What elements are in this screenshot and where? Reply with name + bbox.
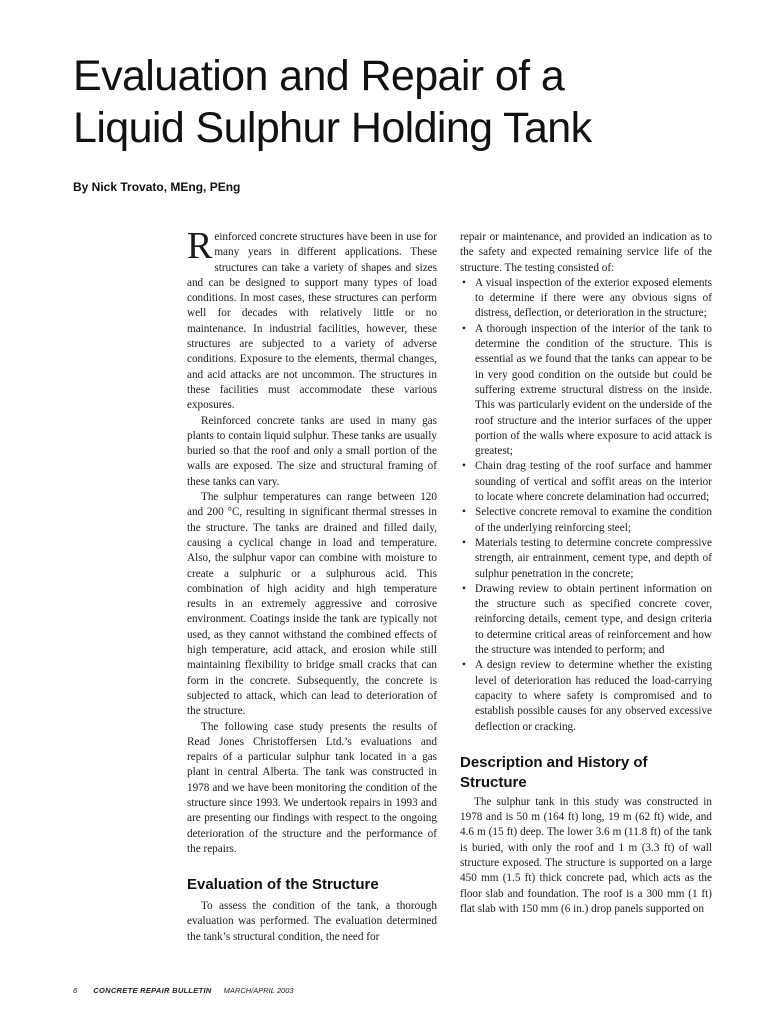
title-line-2: Liquid Sulphur Holding Tank xyxy=(73,104,592,152)
body-paragraph: The following case study presents the results of Read Jones Christoffersen Ltd.’s evaluations and repairs of a particular sulphur tank located in a gas plant in central Alberta. The tank was constructed in 1978 and we have been monitoring the condition of the structure since 1993. We undertook repairs in 1993 and are presenting our findings with respect to the ongoing deterioration of the structure and the performance of the repairs. xyxy=(187,720,437,855)
list-item: • Chain drag testing of the roof surface and hammer sounding of vertical and soffit areas on the interior to locate where concrete delamination had occurred; xyxy=(460,459,712,505)
testing-list xyxy=(460,276,712,735)
page-footer xyxy=(73,986,294,995)
article-title xyxy=(73,50,733,154)
issue-date: MARCH/APRIL 2003 xyxy=(223,986,294,995)
list-item: • Materials testing to determine concrete compressive strength, air entrainment, cement type, and depth of sulphur penetration in the concrete; xyxy=(460,536,712,582)
list-item: • A visual inspection of the exterior exposed elements to determine if there were any obvious signs of distress, deflection, or deterioration in the structure; xyxy=(460,276,712,322)
drop-cap: R xyxy=(187,225,213,267)
intro-paragraph xyxy=(187,225,437,414)
section-heading-description: Description and History of Structure xyxy=(460,753,648,791)
section-heading-evaluation: Evaluation of the Structure xyxy=(187,876,379,894)
list-item: • A thorough inspection of the interior of the tank to determine the condition of the structure. This is essential as we found that the tanks can appear to be in very good condition on the outside but could be suffering extreme structural distress on the inside. This was particularly evident on the underside of the roof structure and the interior surfaces of the upper portion of the walls where exposure to acid attack is greatest; xyxy=(460,322,712,460)
body-paragraph: The sulphur tank in this study was constructed in 1978 and is 50 m (164 ft) long, 19 m (62 ft) wide, and 4.6 m (15 ft) deep. The lower 3.6 m (11.8 ft) of the tank is buried, with only the roof and 1 m (3.3 ft) of wall structure exposed. The structure is supported on a large 450 mm (1.5 ft) thick concrete pad, which acts as the floor slab and foundation. The roof is a 300 mm (1 ft) flat slab with 150 mm (6 in.) drop panels supported on xyxy=(460,795,712,915)
list-item: • Drawing review to obtain pertinent information on the structure such as specified concrete cover, reinforcing details, cement type, and design criteria to determine critical areas of reinforcement and how the structure was intended to perform; and xyxy=(460,582,712,658)
list-item: • A design review to determine whether the existing level of deterioration has reduced the load-carrying capacity to where safety is compromised and to establish possible causes for any observed excessive deflection or cracking. xyxy=(460,658,712,734)
left-column xyxy=(187,225,437,945)
body-paragraph: repair or maintenance, and provided an indication as to the safety and expected remaining service life of the structure. The testing consisted of: xyxy=(460,231,712,274)
intro-paragraph-text: einforced concrete structures have been in use for many years in different applications. These structures can take a variety of shapes and sizes and can be designed to support many types of load conditions. In most cases, these structures can perform well for decades with relatively little or no maintenance. In industrial facilities, however, these structures are subjected to a variety of adverse conditions. Exposure to the elements, thermal changes, and acid attacks are not uncommon. The structures in these facilities must accommodate these various exposures. xyxy=(187,231,437,412)
right-column xyxy=(460,230,712,917)
body-paragraph: Reinforced concrete tanks are used in many gas plants to contain liquid sulphur. These tanks are usually buried so that the roof and only a small portion of the walls are exposed. The size and structural framing of these tanks can vary. xyxy=(187,414,437,488)
page-number: 6 xyxy=(73,986,78,995)
list-item: • Selective concrete removal to examine the condition of the underlying reinforcing steel; xyxy=(460,505,712,536)
byline: By Nick Trovato, MEng, PEng xyxy=(73,180,241,194)
body-paragraph: The sulphur temperatures can range between 120 and 200 °C, resulting in significant thermal stresses in the structure. The tanks are drained and filled daily, causing a cyclical change in load and temperature. Also, the sulphur vapor can combine with moisture to create a sulphuric or a sulphurous acid. This combination of high acidity and high temperature results in an extremely aggressive and corrosive environment. Coatings inside the tank are typically not used, as they cannot withstand the combined effects of high temperature, acid attack, and erosion while still maintaining flexibility to bridge small cracks that can form in the concrete. Subsequently, the concrete is subjected to attack, which can lead to deterioration of the structure. xyxy=(187,491,437,718)
publication-name: CONCRETE REPAIR BULLETIN xyxy=(93,986,212,995)
body-paragraph: To assess the condition of the tank, a thorough evaluation was performed. The evaluation determined the tank’s structural condition, the need for xyxy=(187,900,437,943)
title-line-1: Evaluation and Repair of a xyxy=(73,52,565,100)
